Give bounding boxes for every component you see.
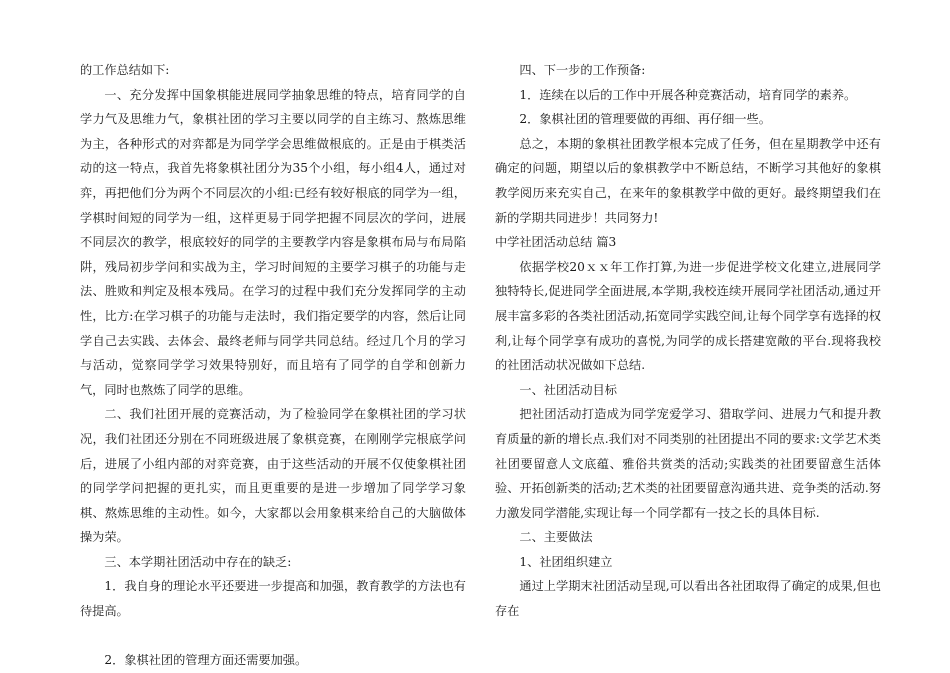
right-column bbox=[495, 58, 881, 624]
subsection-heading: 1、社团组织建立 bbox=[519, 554, 613, 569]
left-column bbox=[80, 58, 466, 673]
article-title: 中学社团活动总结 篇3 bbox=[495, 235, 617, 250]
paragraph: 总之，本期的象棋社团教学根本完成了任务，但在星期教学中还有确定的问题，期望以后的象棋教学中不断总结，不断学习其他好的象棋教学阅历来充实自己，在来年的象棋教学中做的更好。最终期望我们在新的学期共同进步！共同努力! bbox=[495, 136, 881, 225]
section-heading: 三、本学期社团活动中存在的缺乏: bbox=[104, 554, 292, 569]
paragraph: 依据学校20ｘｘ年工作打算,为进一步促进学校文化建立,进展同学独特特长,促进同学全面进展,本学期,我校连续开展同学社团活动,通过开展丰富多彩的各类社团活动,拓宽同学实践空间,让每个同学享有选择的权利,让每个同学享有成功的喜悦,为同学的成长搭建宽敞的平台.现将我校的社团活动状况做如下总结. bbox=[495, 259, 881, 373]
paragraph: 一、充分发挥中国象棋能进展同学抽象思维的特点，培育同学的自学力气及思维力气，象棋社团的学习主要以同学的自主练习、熬炼思维为主，各种形式的对弈都是为同学学会思维做根底的。正是由于棋类活动的这一特点，我首先将象棋社团分为35个小组，每小组4人，通过对弈，再把他们分为两个不同层次的小组:已经有较好根底的同学为一组，学棋时间短的同学为一组，这样更易于同学把握不同层次的学问，进展不同层次的教学，根底较好的同学的主要教学内容是象棋布局与布局陷阱，残局初步学问和实战为主，学习时间短的主要学习棋子的功能与走法、胜败和判定及根本残局。在学习的过程中我们充分发挥同学的主动性，比方:在学习棋子的功能与走法时，我们指定要学的内容，然后让同学自己去实践、去体会、最终老师与同学共同总结。经过几个月的学习与活动，觉察同学学习效果特别好，而且培有了同学的自学和创新力气，同时也熬炼了同学的思维。 bbox=[80, 87, 466, 397]
section-heading: 一、社团活动目标 bbox=[519, 382, 617, 397]
paragraph: 二、我们社团开展的竞赛活动，为了检验同学在象棋社团的学习状况，我们社团还分别在不同班级进展了象棋竞赛，在刚刚学完根底学问后，进展了小组内部的对弈竞赛，由于这些活动的开展不仅使象棋社团的同学学问把握的更扎实，而且更重要的是进一步增加了同学学习象棋、熬炼思维的主动性。如今，大家都以会用象棋来给自己的大脑做体操为荣。 bbox=[80, 407, 466, 545]
paragraph: 通过上学期末社团活动呈现,可以看出各社团取得了确定的成果,但也存在 bbox=[495, 579, 881, 619]
list-item: 2．象棋社团的管理要做的再细、再仔细一些。 bbox=[519, 112, 771, 127]
paragraph: 的工作总结如下: bbox=[80, 63, 170, 77]
paragraph: 把社团活动打造成为同学宠爱学习、猎取学问、进展力气和提升教育质量的新的增长点.我们对不同类别的社团提出不同的要求:文学艺术类社团要留意人文底蕴、雅俗共赏类的活动;实践类的社团要留意生活体验、开拓创新类的活动;艺术类的社团要留意沟通共进、竞争类的活动.努力激发同学潜能,实现让每一个同学都有一技之长的具体目标. bbox=[495, 407, 881, 520]
section-heading: 二、主要做法 bbox=[519, 530, 593, 545]
spacer bbox=[80, 624, 466, 649]
section-heading: 四、下一步的工作预备: bbox=[519, 63, 646, 77]
list-item: 2．象棋社团的管理方面还需要加强。 bbox=[104, 653, 308, 668]
list-item: 1．连续在以后的工作中开展各种竞赛活动，培育同学的素养。 bbox=[519, 87, 857, 102]
list-item: 1．我自身的理论水平还要进一步提高和加强，教育教学的方法也有待提高。 bbox=[80, 579, 466, 619]
